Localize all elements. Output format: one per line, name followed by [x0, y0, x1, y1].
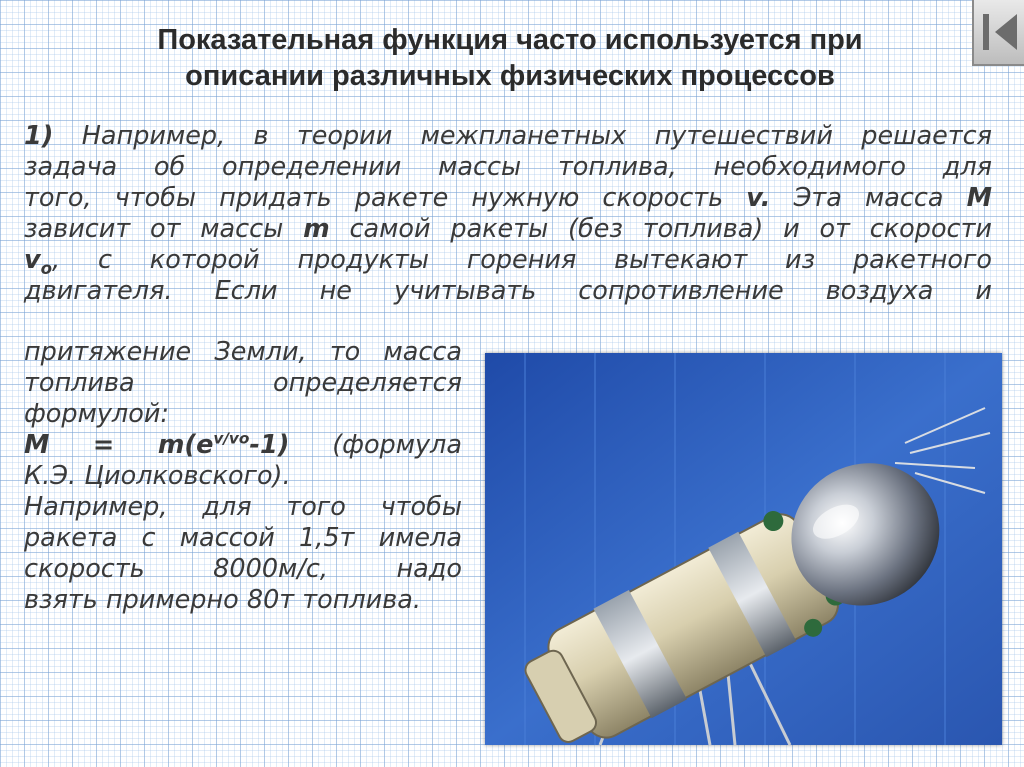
- formula-end: -1): [249, 430, 290, 460]
- col-line-6: Например, для того чтобы: [24, 492, 462, 522]
- mass-symbol: M: [966, 183, 992, 213]
- title-line-1: Показательная функция часто используется при: [157, 24, 863, 56]
- para-line-5-text: , с которой продукты горения вытекают из ракетного: [52, 245, 992, 275]
- para-line-4-b: самой ракеты (без топлива) и от скорости: [329, 214, 992, 244]
- col-line-5: К.Э. Циолковского).: [24, 461, 291, 491]
- para-line-3-b: Эта масса: [770, 183, 967, 213]
- back-to-start-icon: [983, 14, 989, 50]
- para-line-6: двигателя. Если не учитывать сопротивление воздуха и: [24, 276, 992, 306]
- rocket-mass-symbol: m: [303, 214, 330, 244]
- spacecraft-illustration: [485, 353, 1002, 745]
- col-line-8: скорость 8000м/с, надо: [24, 554, 462, 584]
- para-line-4: [24, 214, 992, 245]
- para-line-3: [24, 183, 992, 214]
- para-line-5: [24, 245, 992, 279]
- para-line-1: [24, 121, 992, 152]
- col-line-3: формулой:: [24, 399, 169, 429]
- back-to-start-button[interactable]: [972, 0, 1024, 66]
- formula-main: M = m(e: [24, 430, 214, 460]
- col-line-2: топлива определяется: [24, 368, 462, 398]
- col-line-1: притяжение Земли, то масса: [24, 337, 462, 367]
- page-title: [60, 22, 960, 94]
- item-number: 1): [24, 121, 54, 151]
- back-arrow-icon: [995, 14, 1017, 50]
- title-line-2: описании различных физических процессов: [185, 60, 835, 92]
- formula-paragraph: [24, 337, 462, 616]
- intro-paragraph: [24, 121, 992, 307]
- para-line-4-a: зависит от массы: [24, 214, 304, 244]
- exhaust-velocity-subscript: o: [40, 259, 53, 279]
- para-line-3-a: того, чтобы придать ракете нужную скорость: [24, 183, 747, 213]
- para-line-1-text: Например, в теории межпланетных путешествий решается: [53, 121, 992, 151]
- formula-note: (формула: [289, 430, 462, 460]
- tsiolkovsky-formula: [24, 430, 462, 461]
- spacecraft-photo: [485, 353, 1002, 745]
- velocity-symbol: v.: [746, 183, 771, 213]
- col-line-9: взять примерно 80т топлива.: [24, 585, 422, 615]
- col-line-7: ракета с массой 1,5т имела: [24, 523, 462, 553]
- formula-exponent: v/vo: [213, 429, 250, 448]
- exhaust-velocity-symbol: v: [24, 245, 41, 275]
- para-line-2: задача об определении массы топлива, необходимого для: [24, 152, 992, 182]
